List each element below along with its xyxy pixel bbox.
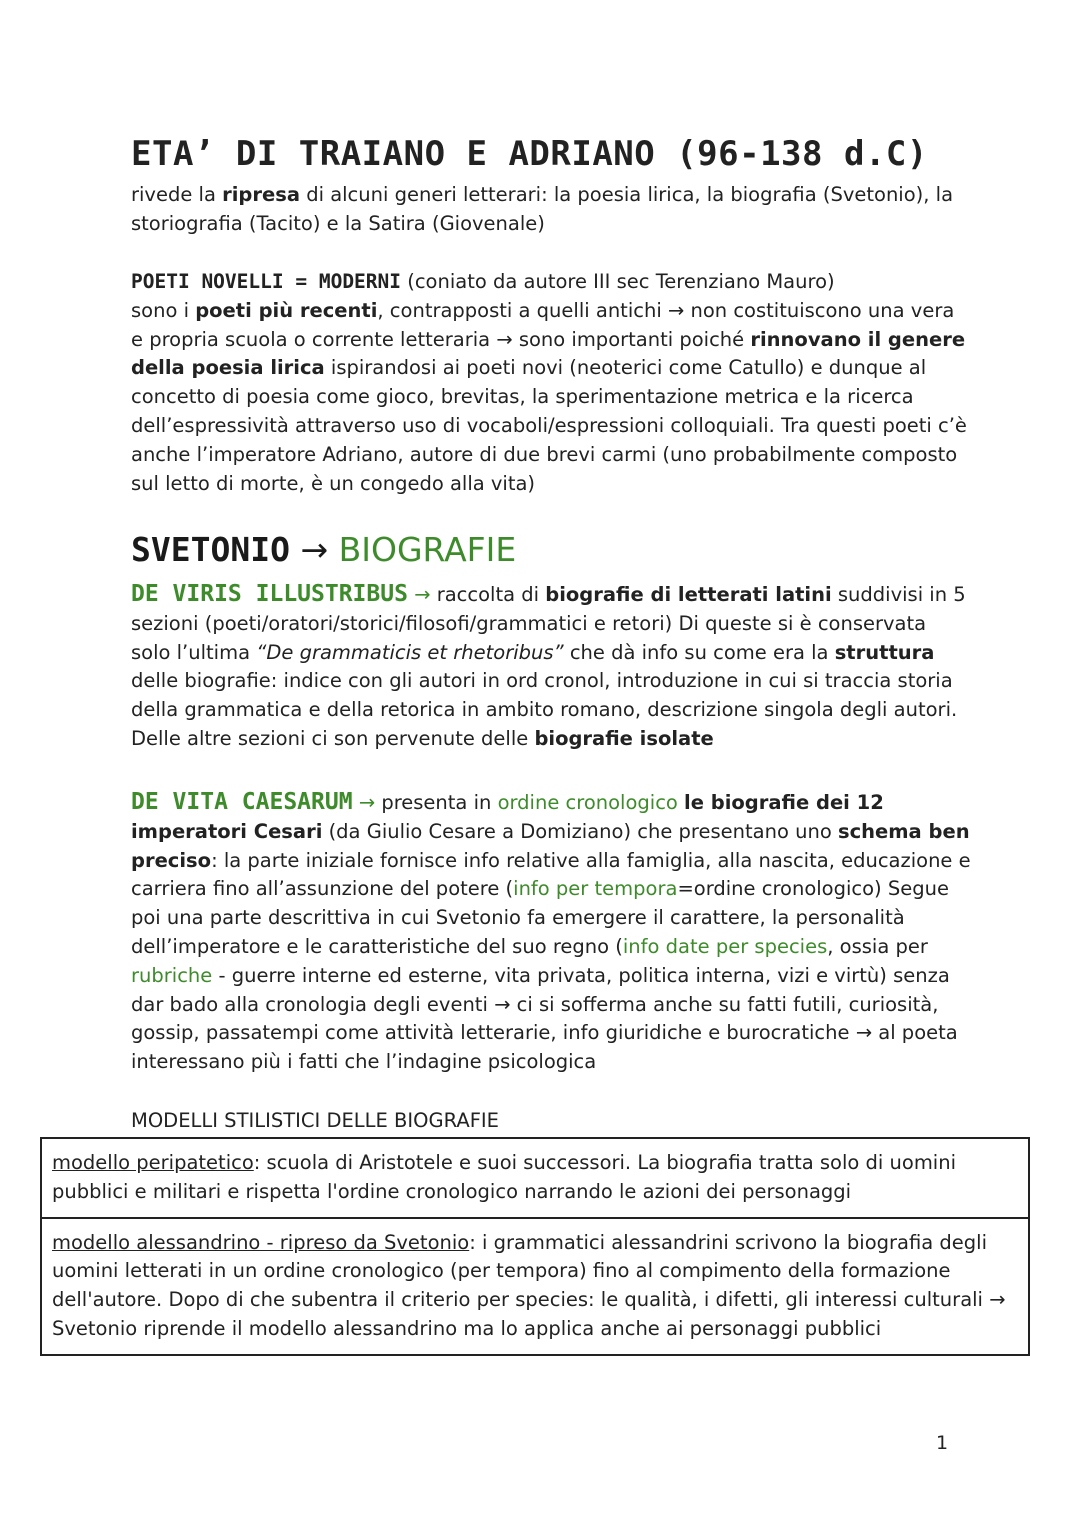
modelli-row-peripatetico	[42, 1139, 1028, 1217]
text-run: sono i	[131, 298, 196, 322]
bold-run: ripresa	[222, 183, 300, 206]
text-run: , ossia per	[827, 934, 928, 958]
text-run: =ordine cronologico) Segue poi una parte descrittiva in cui Svetonio fa emergere il carattere, la personalità dell’imperatore e le caratteristiche del suo regno (	[131, 877, 949, 958]
model-text: : scuola di Aristotele e suoi successori. La biografia tratta solo di uomini pubblici e militari e rispetta l'ordine cronologico narrando le azioni dei personaggi	[52, 1151, 957, 1203]
green-run: rubriche	[131, 963, 213, 987]
text-run: di alcuni generi letterari: la poesia lirica, la biografia (Svetonio), la storiografia (Tacito) e la Satira (Giovenale)	[131, 183, 954, 235]
bold-run: schema ben preciso	[131, 819, 970, 872]
text-run: (da Giulio Cesare a Domiziano) che presentano uno	[322, 819, 838, 843]
svetonio-heading	[131, 530, 971, 570]
text-run: che dà info su come era la	[563, 640, 835, 664]
arrow-glyph: →	[352, 791, 382, 814]
text-run: rivede la	[131, 183, 223, 206]
modelli-heading: MODELLI STILISTICI DELLE BIOGRAFIE	[131, 1109, 500, 1132]
de-viris-title: DE VIRIS ILLUSTRIBUS	[131, 581, 408, 607]
model-label: modello alessandrino - ripreso da Svetonio	[52, 1230, 470, 1254]
green-run: info per tempora	[513, 877, 678, 901]
modelli-row-alessandrino	[42, 1217, 1028, 1354]
bold-run: poeti più recenti	[195, 298, 378, 322]
de-viris-paragraph	[131, 580, 971, 754]
text-run: presenta in	[381, 791, 498, 814]
arrow-glyph: →	[407, 583, 437, 606]
intro-paragraph	[131, 181, 971, 239]
svetonio-name: SVETONIO	[131, 530, 290, 569]
green-run: info date per species	[622, 934, 828, 958]
bold-run: le biografie dei 12 imperatori Cesari	[131, 791, 884, 843]
text-run: suddivisi in 5 sezioni (poeti/oratori/storici/filosofi/grammatici e retori) Di queste si è conservata solo l’ultima	[131, 583, 966, 664]
bold-run: rinnovano il genere della poesia lirica	[131, 327, 966, 380]
text-run: raccolta di	[436, 583, 546, 606]
text-run: : la parte iniziale fornisce info relative alla famiglia, alla nascita, educazione e carriera fino all’assunzione del potere (	[131, 848, 971, 901]
svetonio-topic: BIOGRAFIE	[338, 530, 517, 569]
page-number: 1	[936, 1432, 949, 1454]
text-run: , contrapposti a quelli antichi → non costituiscono una vera e propria scuola o corrente letteraria → sono importanti poiché	[131, 298, 955, 351]
arrow-glyph: →	[289, 530, 339, 569]
text-run: delle biografie: indice con gli autori in ord cronol, introduzione in cui si traccia storia della grammatica e della retorica in ambito romano, descrizione singola degli autori. Delle altre sezioni ci son pervenute delle	[131, 669, 958, 750]
page-title: ETA’ DI TRAIANO E ADRIANO (96-138 d.C)	[131, 134, 928, 174]
bold-run: biografie di letterati latini	[545, 583, 832, 606]
italic-run: “De grammaticis et rhetoribus”	[256, 640, 564, 664]
green-run: ordine cronologico	[497, 791, 678, 814]
modelli-table	[40, 1137, 1030, 1356]
text-run: (coniato da autore III sec Terenziano Mauro)	[401, 270, 835, 293]
de-vita-caesarum-paragraph	[131, 788, 971, 1077]
poeti-novelli-heading: POETI NOVELLI = MODERNI	[131, 270, 402, 293]
text-run: - guerre interne ed esterne, vita privata, politica interna, vizi e virtù) senza dar bado alla cronologia degli eventi → ci si sofferma anche su fatti futili, curiosità, gossip, passatempi come attività letterarie, info giuridiche e burocratiche → al poeta interessano più i fatti che l’indagine psicologica	[131, 963, 958, 1074]
model-label: modello peripatetico	[52, 1151, 254, 1174]
bold-run: struttura	[834, 640, 935, 664]
bold-run: biografie isolate	[534, 726, 714, 750]
text-run: ispirandosi ai poeti novi (neoterici come Catullo) e dunque al concetto di poesia come gioco, brevitas, la sperimentazione metrica e la ricerca dell’espressività attraverso uso di vocaboli/espressioni colloquiali. Tra questi poeti c’è anche l’imperatore Adriano, autore di due brevi carmi (uno probabilmente composto sul letto di morte, è un congedo alla vita)	[131, 356, 967, 495]
de-vita-caesarum-title: DE VITA CAESARUM	[131, 789, 353, 815]
poeti-novelli-paragraph	[131, 268, 971, 498]
model-text: : i grammatici alessandrini scrivono la biografia degli uomini letterati in un ordine cronologico (per tempora) fino al compimento della formazione dell'autore. Dopo di che subentra il criterio per species: le qualità, i difetti, gli interessi culturali → Svetonio riprende il modello alessandrino ma lo applica anche ai personaggi pubblici	[52, 1230, 1006, 1340]
